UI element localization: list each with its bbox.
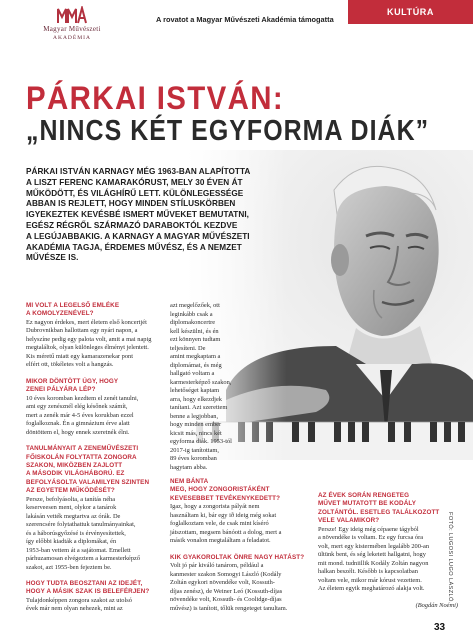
body-text-line: egyforma diák. 1953-tól — [170, 438, 232, 445]
body-text-line: évek már nem olyan nehezek, mint az — [26, 605, 123, 613]
body-text-line: kanmester szakon Somogyi László (Kodály — [170, 570, 282, 578]
interview-question: TANULMÁNYAIT A ZENEMŰVÉSZETI — [26, 445, 139, 453]
body-text-line: ezt könnyen tudtam — [170, 336, 221, 343]
body-text-line: megtaláltok, olyan különleges élményt jelentett. — [26, 344, 149, 352]
body-text-line: halkan beszélt. Később is kapcsolatban — [318, 568, 418, 576]
interview-question: A KOMOLYZENÉVEL? — [26, 310, 94, 318]
photo-credit: FOTÓ: LUGOSI LUGO LÁSZLÓ — [447, 512, 453, 602]
body-text-line: Persze, befolyásolta, a tanítás néha — [26, 495, 116, 503]
body-text-line: voltam vele, mikor már kórust vezettem. — [318, 576, 422, 584]
body-text-line: 10 éves koromban kezdtem el zenét tanulni, — [26, 394, 139, 402]
interview-question: ZOLTÁNTÓL. ESETLEG TALÁLKOZOTT — [318, 508, 440, 516]
article-column-1 — [26, 302, 166, 614]
body-text-line: 1953-ban vettem át a sajátomat. Emellett — [26, 546, 131, 554]
body-text-line: művész) is tanított, tőlük rengeteget tanultam. — [170, 604, 288, 612]
article-title-quote: „NINCS KÉT EGYFORMA DIÁK” — [26, 115, 430, 147]
lead-line: MŰVÉSZE IS. — [26, 253, 79, 263]
sponsor-tagline: A rovatot a Magyar Művészeti Akadémia támogatta — [156, 15, 334, 24]
body-text-line: ami egy zenésznél elég későnek számít, — [26, 403, 128, 411]
body-text-line: játszottam, megsem bánóott a dolog, mert a — [170, 528, 282, 536]
body-text-line: arra, hogy elkezdjek — [170, 395, 222, 403]
body-text-line: használtam ki, bár egy ið ideig még sokat — [170, 511, 277, 519]
interview-question: BEFOLYÁSOLTA VALAMILYEN SZINTEN — [26, 478, 150, 486]
body-text-line: Ez nagyon érdekes, mert életem első koncertjét — [26, 318, 147, 326]
body-text-line: amint megkaptam a — [170, 353, 221, 360]
article-title-name: PÁRKAI ISTVÁN: — [26, 80, 285, 116]
body-text-line: mit mond. tudniillik Kodály Zoltán nagyon — [318, 559, 429, 567]
body-text-line: párhuzamosan elvégeztem a karmesterképző — [26, 555, 141, 563]
paragraph-gap — [26, 572, 166, 580]
page-number: 33 — [434, 622, 446, 633]
body-text-line: Zoltán egykori növendéke volt, Kossuth- — [170, 579, 275, 587]
lead-line: AKADÉMIA TAGJA, ÉRDEMES MŰVÉSZ, ÉS A NEMZET — [26, 242, 242, 252]
interview-question: MI VOLT A LEGELSŐ EMLÉKE — [26, 302, 120, 309]
lead-line: A LEGÚJABBAKIG. A KARNAGY A MAGYAR MŰVÉSZETI — [26, 231, 250, 241]
body-text-line: díjas zenész), de Weiner Leó (Kossuth-díjas — [170, 587, 283, 595]
article-column-2 — [170, 302, 250, 472]
body-text-line: Volt jó pár kiváló tanárom, például a — [170, 562, 264, 570]
mma-logo-icon — [57, 6, 87, 24]
article-column-4 — [318, 492, 458, 610]
body-text-line: Persze! Egy ideig még cépaene tágyból — [318, 525, 419, 533]
body-text-line: szerencsére folytathattuk tanulmányainkat, — [26, 521, 136, 529]
body-text-line: szakot, azt 1955-ben fejeztem be. — [26, 563, 112, 571]
lead-line: A LISZT FERENC KAMARAKÓRUST, MELY 30 ÉVEN ÁT — [26, 177, 243, 187]
body-text-line: mert a zenék már 4-5 éves korukban ezzel — [26, 411, 134, 419]
interview-question: AZ ÉVEK SORÁN RENGETEG — [318, 492, 410, 499]
lead-line: ABBAN IS REJLETT, HOGY MINDEN STÍLUSKÖRBEN — [26, 199, 236, 209]
interview-question: AZ EGYETEM MŰKÖDÉSÉT? — [26, 487, 115, 495]
body-text-line: döntöttem el, hogy ennek szeretnék élni. — [26, 428, 130, 436]
body-text-line: másik vonalon megtaláltam a feladatot. — [170, 537, 271, 545]
mma-logo — [16, 6, 128, 52]
interview-question: MEG, HOGY ZONGORISTÁKÉNT — [170, 486, 270, 494]
interview-question: MIKOR DÖNTÖTT ÚGY, HOGY — [26, 377, 119, 385]
body-text-line: és a háborúsgyőzésé is érvényesítettek, — [26, 529, 126, 537]
body-text-line: kell készülni, és én — [170, 327, 219, 335]
body-text-line: karmesterképző szakon, — [170, 378, 232, 386]
body-text-line: benne a legjobban, — [170, 412, 219, 420]
body-text-line: lehetőséget kaptam — [170, 387, 220, 394]
body-text-line: helyszíne pedig egy palota volt, amit a mai napig — [26, 335, 152, 343]
body-text-line: diplomámat, és még — [170, 361, 222, 369]
body-text-line: kicsit más, nincs két — [170, 429, 222, 437]
body-text-line: foglalkoztam vele, de csak mint kíséró — [170, 520, 269, 528]
logo-line-1: Magyar Művészeti — [43, 25, 101, 33]
lead-line: PÁRKAI ISTVÁN KARNAGY MÉG 1963-BAN ALAPÍTOTTA — [26, 167, 251, 176]
paragraph-gap — [26, 437, 166, 445]
body-text-line: Kis méretű miatt egy kamarazenekar pont — [26, 352, 133, 360]
body-text-line: a növendéke is voltam. Ez egy furcsa óra — [318, 534, 424, 542]
body-text-line: Dubrovnikban hallottam egy nyári napon, a — [26, 327, 138, 335]
interview-question: KEVESEBBET TEVÉKENYKEDETT? — [170, 494, 281, 502]
body-text-line: azt megelőzőek, ott — [170, 302, 220, 309]
article-column-3 — [170, 478, 320, 613]
lead-line: MŰKÖDÖTT, ÉS VILÁGHÍRŰ LETT. KÜLÖNLEGESSÉGE — [26, 188, 244, 198]
body-text-line: Tulajdonképpen zongora szakot az utolsó — [26, 596, 132, 604]
interview-question: KIK GYAKOROLTAK ÖNRE NAGY HATÁST? — [170, 553, 305, 561]
logo-line-2: AKADÉMIA — [53, 35, 91, 41]
interview-question: HOGY A MÁSIK SZAK IS BELEFÉRJEN? — [26, 588, 150, 596]
section-tab: KULTÚRA — [348, 0, 473, 24]
body-text-line: hagytam abba. — [170, 463, 208, 471]
body-text-line: hogy minden ember — [170, 421, 222, 428]
interview-question: NEM BÁNTA — [170, 478, 209, 485]
body-text-line: növendéke volt, Kossuth- és Coolidge-díjas — [170, 596, 282, 604]
author-signature: (Bogdán Noémi) — [415, 601, 458, 609]
body-text-line: hallgató voltam a — [170, 370, 215, 377]
interview-question: A MÁSODIK VILÁGHÁBORÚ. EZ — [26, 470, 125, 478]
body-text-line: így előbbi kiadták a diplomákat, én — [26, 538, 117, 546]
body-text-line: 2017-ig tanítottam, — [170, 446, 219, 454]
body-text-line: elfért ott, tökéletes volt a hangzás. — [26, 361, 114, 369]
interview-question: VELE VALAMIKOR? — [318, 517, 380, 525]
body-text-line: keserveesen ment, olykor a tanárok — [26, 504, 117, 512]
body-text-line: tanítani. Azt szerettem — [170, 404, 228, 411]
body-text-line: ültünk bent, és ség leketett hallgatni, hogy — [318, 551, 426, 559]
interview-question: HOGY TUDTA BEOSZTANI AZ IDEJÉT, — [26, 580, 143, 588]
body-text-line: Az életem egyik meghatározó alakja volt. — [318, 585, 425, 593]
interview-question: FŐISKOLÁN FOLYTATTA ZONGORA — [26, 453, 137, 461]
lead-line: EGÉSZ RÉGRŐL SZÁRMAZÓ DARABOKTÓL KEZDVE — [26, 220, 238, 230]
body-text-line: teljesíteni. De — [170, 344, 206, 352]
paragraph-gap — [170, 546, 320, 554]
body-text-line: leginkább csak a — [170, 310, 213, 318]
body-text-line: lakásán vették megtartva az órák. De — [26, 512, 121, 520]
body-text-line: volt, mert egy kistermében legalább 200-an — [318, 542, 430, 550]
paragraph-gap — [26, 370, 166, 378]
interview-question: ZENEI PÁLYÁRA LÉP? — [26, 386, 96, 394]
body-text-line: Igaz, hogy a zongorista pályát nem — [170, 503, 260, 511]
lead-paragraph — [26, 167, 266, 264]
paragraph-gap — [318, 594, 458, 602]
lead-line: IGYEKEZTEK KEVÉSBÉ ISMERT MŰVEKET BEMUTATNI, — [26, 210, 249, 220]
interview-question: MŰVET MUTATOTT BE KODÁLY — [318, 500, 417, 508]
body-text-line: 89 éves koromban — [170, 455, 217, 462]
body-text-line: diplomakoncertre — [170, 319, 216, 326]
interview-question: SZAKON, MIKÖZBEN ZAJLOTT — [26, 461, 123, 469]
body-text-line: foglalkoznak. Én a gimnázium érve alatt — [26, 420, 130, 428]
